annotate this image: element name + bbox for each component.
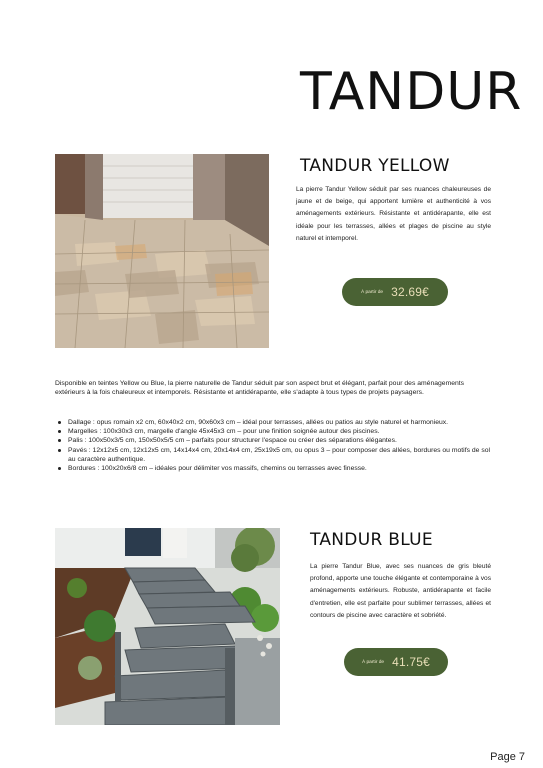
price-value: 32.69€: [391, 285, 430, 299]
tandur-yellow-description: La pierre Tandur Yellow séduit par ses nuances chaleureuses de jaune et de beige, qui apportent lumière et authenticité à vos aménagements extérieurs. Résistante et antidérapante, elle est idéale pour les terrasses, allées et plages de piscine au style naturel et intemporel.: [296, 186, 491, 242]
list-item: Bordures : 100x20x6/8 cm – idéales pour délimiter vos massifs, chemins ou terrasses avec finesse.: [56, 464, 496, 473]
list-item: Palis : 100x50x3/5 cm, 150x50x5/5 cm – parfaits pour structurer l'espace ou créer des séparations élégantes.: [56, 436, 496, 445]
tandur-blue-photo: [55, 528, 280, 725]
intro-paragraph: Disponible en teintes Yellow ou Blue, la pierre naturelle de Tandur séduit par son aspect brut et élégant, parfait pour des aménagements extérieurs à la fois chaleureux et intemporels. Résistante et antidérapante, elle s'adapte à tous types de projets paysagers.: [55, 380, 465, 397]
list-item: Dallage : opus romain x2 cm, 60x40x2 cm, 90x60x3 cm – idéal pour terrasses, allées ou patios au style naturel et harmonieux.: [56, 418, 496, 427]
list-item: Margelles : 100x30x3 cm, margelle d'angle 45x45x3 cm – pour une finition soignée autour des piscines.: [56, 427, 496, 436]
tandur-yellow-price-badge: [342, 278, 448, 306]
price-prefix: À partir de: [360, 289, 384, 295]
tandur-blue-price-badge: [344, 648, 448, 676]
price-prefix: À partir de: [361, 659, 385, 665]
tandur-blue-description: La pierre Tandur Blue, avec ses nuances de gris bleuté profond, apporte une touche élégante et contemporaine à vos aménagements extérieurs. Robuste, antidérapante et facile d'entretien, elle est parfaite pour sublimer terrasses, allées et contours de piscine avec caractère et sobriété.: [310, 563, 491, 619]
page-title: TANDUR: [300, 62, 523, 122]
tandur-yellow-photo: [55, 154, 269, 348]
tandur-blue-title: TANDUR BLUE: [310, 530, 433, 550]
tandur-yellow-title: TANDUR YELLOW: [300, 156, 450, 176]
product-formats-list: [56, 418, 496, 473]
page-number: Page 7: [490, 751, 525, 763]
list-item: Pavés : 12x12x5 cm, 12x12x5 cm, 14x14x4 cm, 20x14x4 cm, 25x19x5 cm, ou opus 3 – pour composer des allées, bordures ou motifs de sol au caractère authentique.: [56, 446, 496, 464]
price-value: 41.75€: [392, 655, 431, 669]
